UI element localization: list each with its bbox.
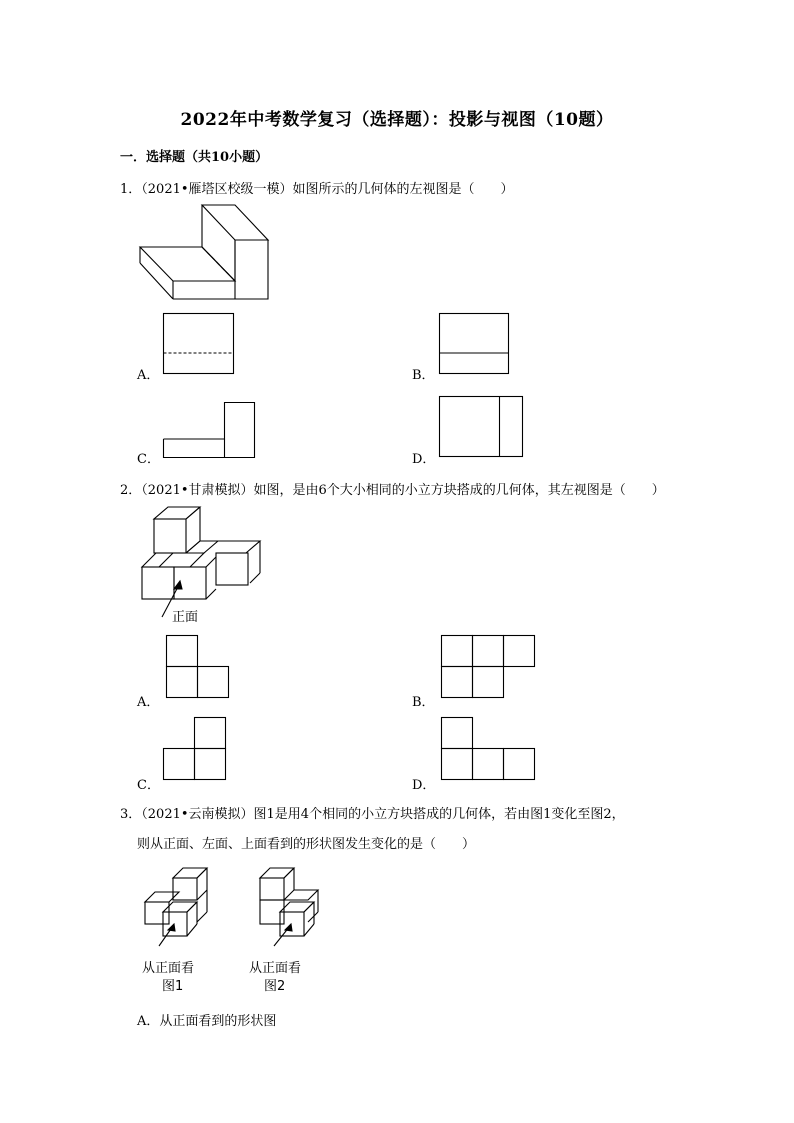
q1-option-d-figure[interactable] [439, 396, 525, 458]
q2-option-c-figure[interactable] [163, 717, 229, 781]
q1-solid-figure [130, 195, 280, 305]
q3-option-a[interactable]: A．从正面看到的形状图 [137, 1014, 277, 1029]
question-1-number: 1． [120, 182, 142, 197]
q1-tall-top-face [202, 205, 268, 240]
q1-option-c-label[interactable]: C． [137, 452, 160, 467]
q2-option-b-figure[interactable] [441, 635, 539, 699]
q2-option-a-label[interactable]: A． [137, 695, 160, 710]
q2-option-b-label[interactable]: B． [412, 695, 435, 710]
q1-option-b-figure[interactable] [439, 313, 511, 375]
q3-fig2-caption: 从正面看 [249, 961, 302, 976]
q2-option-a-figure[interactable] [166, 635, 232, 699]
q1-option-b-label[interactable]: B． [412, 368, 435, 383]
question-3-text-line2: 则从正面、左面、上面看到的形状图发生变化的是（ ） [137, 837, 476, 852]
q1-tall-front [235, 240, 268, 299]
q1-option-d-label[interactable]: D． [412, 452, 436, 467]
q2-front-label: 正面 [172, 610, 199, 625]
q3-fig1-caption: 从正面看 [142, 961, 195, 976]
q2-option-d-label[interactable]: D． [412, 778, 436, 793]
question-2-text: （2021•甘肃模拟）如图，是由6个大小相同的小立方块搭成的几何体，其左视图是（ ） [141, 483, 665, 498]
question-2 [120, 479, 665, 498]
question-3-number: 3． [120, 807, 142, 822]
question-2-number: 2． [120, 483, 142, 498]
question-3 [120, 803, 625, 822]
question-1-text: （2021•雁塔区校级一模）如图所示的几何体的左视图是（ ） [141, 182, 514, 197]
q1-option-c-figure[interactable] [163, 402, 258, 460]
q3-figure-2 [258, 866, 328, 956]
question-3-text: （2021•云南模拟）图1是用4个相同的小立方块搭成的几何体，若由图1变化至图2， [141, 807, 625, 822]
q2-option-c-label[interactable]: C． [137, 778, 160, 793]
q1-option-a-figure[interactable] [163, 313, 235, 375]
q2-cubes-figure [140, 505, 265, 605]
q1-option-a-label[interactable]: A． [137, 368, 160, 383]
q3-figure-1 [145, 866, 215, 956]
page-title: 2022年中考数学复习（选择题）：投影与视图（10题） [180, 110, 614, 130]
q2-option-d-figure[interactable] [441, 717, 539, 781]
q3-fig1-name: 图1 [162, 979, 184, 994]
q3-fig2-name: 图2 [264, 979, 286, 994]
q1-slab-top [140, 247, 235, 281]
section-heading: 一．选择题（共10小题） [120, 150, 269, 165]
